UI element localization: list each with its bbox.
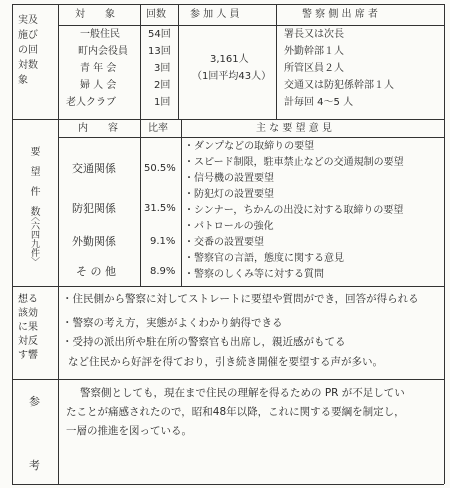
s2-opinion-9: 警察のしくみ等に対する質問 xyxy=(194,269,324,280)
rule-s1-bottom xyxy=(12,119,444,120)
s2-category-1: 交通関係 xyxy=(72,162,116,175)
s4-label-top: 参 xyxy=(29,395,40,408)
s2-opinion-bullet-1: ・ xyxy=(184,141,194,152)
s2-ratio-4: 8.9% xyxy=(150,266,176,277)
s1-header-target: 対 象 xyxy=(75,9,115,20)
s2-opinion-5: シンナー，ちかんの出没に対する取締りの要望 xyxy=(194,205,404,216)
s1-label-line-2: 施び xyxy=(18,30,38,41)
s1-header-participants: 参 加 人 員 xyxy=(190,9,240,20)
rule-right xyxy=(444,4,445,484)
s3-label-line-1: 想る xyxy=(18,294,38,305)
s4-line-3: 一層の推進を図っている。 xyxy=(66,425,192,437)
s1-label-line-5: 象 xyxy=(18,75,28,86)
rule-s1-col4 xyxy=(276,4,277,119)
s3-line-1: ・住民側から警察に対してストレートに要望や質問ができ，回答が得られる xyxy=(62,293,419,305)
s2-ratio-2: 31.5% xyxy=(144,203,176,214)
s1-header-police: 警 察 側 出 席 者 xyxy=(302,9,378,20)
rule-s1-col3 xyxy=(178,4,179,119)
s2-opinion-bullet-6: ・ xyxy=(184,221,194,232)
s2-label-count: 〈六四九件〉 xyxy=(29,212,39,266)
s2-ratio-3: 9.1% xyxy=(150,236,176,247)
s1-target-1: 一般住民 xyxy=(80,29,120,40)
s2-opinion-bullet-3: ・ xyxy=(184,173,194,184)
s1-police-4: 交通又は防犯係幹部１人 xyxy=(284,80,394,91)
s1-target-2: 町内会役員 xyxy=(78,46,128,57)
rule-s2-col2 xyxy=(140,119,141,286)
s1-participants-avg: （1回平均43人） xyxy=(192,71,272,82)
s2-opinion-3: 信号機の設置要望 xyxy=(194,173,274,184)
s2-ratio-1: 50.5% xyxy=(144,163,176,174)
s2-category-4: そ の 他 xyxy=(76,265,116,278)
s2-opinion-1: ダンプなどの取締りの要望 xyxy=(194,141,315,152)
s3-label-line-3: に果 xyxy=(18,322,38,333)
s2-opinion-bullet-2: ・ xyxy=(184,157,194,168)
s1-count-3: 3回 xyxy=(154,63,171,74)
rule-s2-header xyxy=(58,137,444,138)
s2-opinion-2: スピード制限，駐車禁止などの交通規制の要望 xyxy=(194,157,404,168)
s1-count-1: 54回 xyxy=(148,29,171,40)
s2-opinion-4: 防犯灯の設置要望 xyxy=(194,189,274,200)
s1-label-line-3: の回 xyxy=(18,45,38,56)
s3-label-line-2: 該効 xyxy=(18,308,38,319)
s2-opinion-bullet-4: ・ xyxy=(184,189,194,200)
s1-target-4: 婦 人 会 xyxy=(80,80,117,91)
s1-police-1: 署長又は次長 xyxy=(284,29,344,40)
s2-opinion-8: 警察官の言語，態度に関する意見 xyxy=(194,253,344,264)
s2-opinion-6: パトロールの強化 xyxy=(194,221,274,232)
s2-opinion-bullet-5: ・ xyxy=(184,205,194,216)
s2-header-ratio: 比率 xyxy=(148,123,168,134)
rule-bottom xyxy=(12,484,444,485)
s1-label-line-4: 対数 xyxy=(18,60,38,71)
s4-line-2: たことが痛感されたので，昭和48年以降，これに関する要綱を制定し， xyxy=(66,406,405,418)
rule-s2-bottom xyxy=(12,286,444,287)
rule-top xyxy=(12,4,444,5)
s1-count-4: 2回 xyxy=(154,80,171,91)
s3-label-line-5: す響 xyxy=(18,350,38,361)
s3-line-4: など住民から好評を得ており，引き続き開催を要望する声が多い。 xyxy=(68,356,383,368)
s1-count-5: 1回 xyxy=(154,97,171,108)
s2-opinion-bullet-9: ・ xyxy=(184,269,194,280)
rule-s2-col3 xyxy=(181,119,182,286)
s2-header-main: 主 な 要 望 意 見 xyxy=(256,123,332,134)
s1-label-line-1: 実及 xyxy=(18,15,38,26)
s3-line-3: ・受持の派出所や駐在所の警察官も出席し，親近感がもてる xyxy=(62,336,346,348)
s1-count-2: 13回 xyxy=(148,46,171,57)
s2-header-content: 内 容 xyxy=(78,123,118,134)
s1-police-3: 所管区員２人 xyxy=(284,63,344,74)
s1-police-2: 外勤幹部１人 xyxy=(284,46,344,57)
rule-s3-bottom xyxy=(12,379,444,380)
s2-opinion-bullet-8: ・ xyxy=(184,253,194,264)
s4-label-bottom: 考 xyxy=(29,459,40,472)
s2-category-3: 外勤関係 xyxy=(72,235,116,248)
s4-line-1: 警察側としても，現在まで住民の理解を得るための PR が不足してい xyxy=(80,387,405,399)
s2-opinion-bullet-7: ・ xyxy=(184,237,194,248)
rule-left xyxy=(12,4,13,484)
s2-opinion-7: 交番の設置要望 xyxy=(194,237,264,248)
s2-category-2: 防犯関係 xyxy=(72,202,116,215)
rule-s1-col2 xyxy=(140,4,141,119)
s1-target-5: 老人クラブ xyxy=(66,97,116,108)
rule-s1-header xyxy=(58,25,444,26)
s1-police-5: 計毎回 4〜5 人 xyxy=(284,97,354,108)
s1-participants-total: 3,161人 xyxy=(210,54,249,65)
s3-line-2: ・警察の考え方，実態がよくわかり納得できる xyxy=(62,317,283,329)
rule-label-col xyxy=(58,4,59,484)
s1-target-3: 青 年 会 xyxy=(80,63,117,74)
s3-label-line-4: 対反 xyxy=(18,336,38,347)
s2-label: 要望件数 xyxy=(28,146,39,226)
s1-header-count: 回数 xyxy=(146,9,166,20)
